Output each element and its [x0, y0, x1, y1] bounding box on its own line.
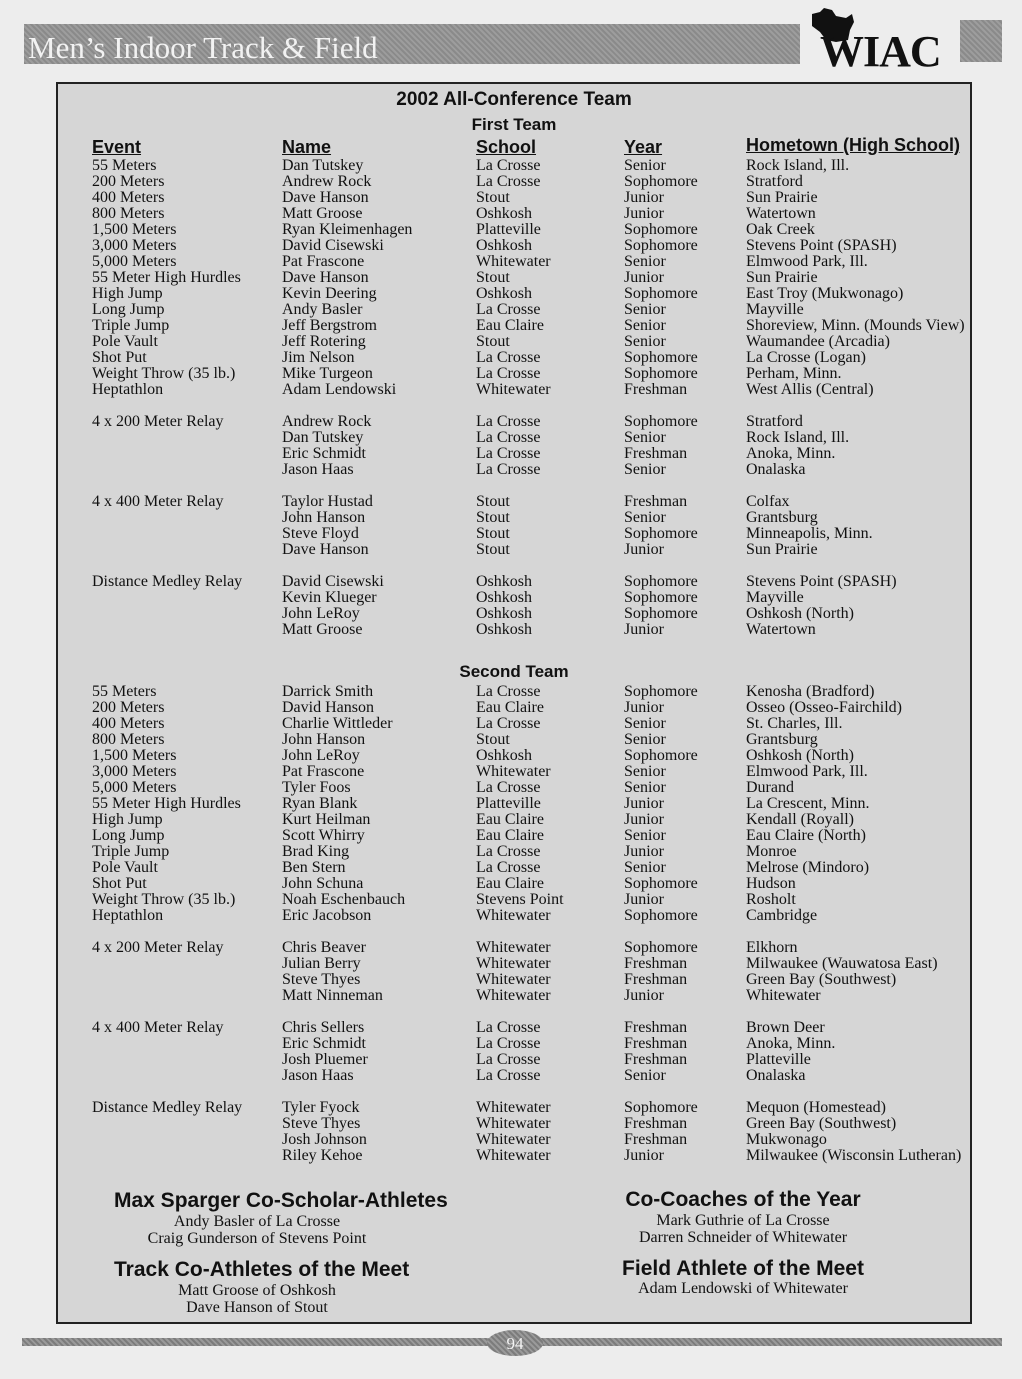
header-banner — [24, 24, 800, 64]
cell-school: La Crosse — [476, 173, 541, 190]
award-title: Max Sparger Co-Scholar-Athletes — [114, 1189, 448, 1212]
cell-hometown: Stevens Point (SPASH) — [746, 237, 897, 254]
cell-name: Dan Tutskey — [282, 157, 364, 174]
cell-year: Junior — [624, 205, 664, 222]
cell-event: 400 Meters — [92, 715, 165, 732]
cell-school: La Crosse — [476, 445, 541, 462]
cell-year: Freshman — [624, 955, 688, 972]
cell-name: Kurt Heilman — [282, 811, 371, 828]
cell-school: Stout — [476, 333, 510, 350]
cell-name: Eric Jacobson — [282, 907, 372, 924]
cell-school: Whitewater — [476, 1115, 551, 1132]
results-panel — [56, 82, 972, 1324]
column-header-name: Name — [282, 137, 332, 157]
cell-name: Adam Lendowski — [282, 381, 397, 398]
cell-name: Dan Tutskey — [282, 429, 364, 446]
cell-school: Whitewater — [476, 1099, 551, 1116]
cell-name: Julian Berry — [282, 955, 361, 972]
cell-school: Oshkosh — [476, 605, 533, 622]
cell-year: Junior — [624, 699, 664, 716]
cell-hometown: Oshkosh (North) — [746, 605, 854, 622]
cell-name: John Schuna — [282, 875, 364, 892]
cell-event: Distance Medley Relay — [92, 1099, 243, 1116]
cell-event: Pole Vault — [92, 333, 158, 350]
cell-hometown: Minneapolis, Minn. — [746, 525, 873, 542]
cell-year: Sophomore — [624, 525, 698, 542]
award-recipient: Craig Gunderson of Stevens Point — [147, 1230, 367, 1247]
cell-school: Eau Claire — [476, 317, 544, 334]
cell-school: La Crosse — [476, 365, 541, 382]
cell-event: 55 Meter High Hurdles — [92, 795, 241, 812]
cell-name: Dave Hanson — [282, 541, 369, 558]
cell-year: Senior — [624, 715, 666, 732]
cell-event: High Jump — [92, 285, 163, 302]
cell-school: Oshkosh — [476, 621, 533, 638]
column-header-event: Event — [92, 137, 142, 157]
cell-name: Steve Thyes — [282, 971, 361, 988]
cell-year: Junior — [624, 811, 664, 828]
cell-event: 1,500 Meters — [92, 221, 177, 238]
cell-year: Junior — [624, 621, 664, 638]
cell-school: La Crosse — [476, 429, 541, 446]
first-team-heading: First Team — [471, 115, 557, 134]
cell-hometown: Grantsburg — [746, 731, 818, 748]
cell-event: Weight Throw (35 lb.) — [92, 365, 236, 382]
cell-school: Oshkosh — [476, 205, 533, 222]
cell-hometown: Rock Island, Ill. — [746, 157, 850, 174]
cell-hometown: Brown Deer — [746, 1019, 825, 1036]
cell-hometown: Hudson — [746, 875, 796, 892]
cell-hometown: Sun Prairie — [746, 269, 818, 286]
cell-school: La Crosse — [476, 683, 541, 700]
cell-hometown: West Allis (Central) — [746, 381, 874, 398]
cell-event: 3,000 Meters — [92, 237, 177, 254]
cell-name: Josh Johnson — [282, 1131, 367, 1148]
cell-school: Oshkosh — [476, 237, 533, 254]
cell-name: Matt Groose — [282, 205, 363, 222]
cell-event: Pole Vault — [92, 859, 158, 876]
cell-year: Freshman — [624, 493, 688, 510]
cell-name: Jim Nelson — [282, 349, 355, 366]
cell-hometown: Osseo (Osseo-Fairchild) — [746, 699, 902, 716]
cell-event: Shot Put — [92, 349, 147, 366]
cell-school: Stout — [476, 269, 510, 286]
cell-event: 3,000 Meters — [92, 763, 177, 780]
cell-year: Sophomore — [624, 237, 698, 254]
cell-school: Whitewater — [476, 763, 551, 780]
cell-school: Whitewater — [476, 955, 551, 972]
cell-year: Junior — [624, 269, 664, 286]
cell-event: 1,500 Meters — [92, 747, 177, 764]
cell-name: David Cisewski — [282, 573, 384, 590]
cell-school: Stout — [476, 525, 510, 542]
cell-name: Tyler Foos — [282, 779, 351, 796]
cell-hometown: St. Charles, Ill. — [746, 715, 843, 732]
cell-name: Kevin Klueger — [282, 589, 377, 606]
cell-event: Long Jump — [92, 301, 165, 318]
award-title: Track Co-Athletes of the Meet — [114, 1258, 410, 1281]
cell-year: Sophomore — [624, 365, 698, 382]
cell-year: Senior — [624, 157, 666, 174]
cell-year: Junior — [624, 189, 664, 206]
cell-school: Stout — [476, 493, 510, 510]
cell-hometown: La Crosse (Logan) — [746, 349, 866, 366]
cell-name: Dave Hanson — [282, 189, 369, 206]
cell-year: Senior — [624, 509, 666, 526]
cell-name: Pat Frascone — [282, 253, 365, 270]
cell-school: La Crosse — [476, 779, 541, 796]
cell-year: Freshman — [624, 445, 688, 462]
cell-school: Eau Claire — [476, 827, 544, 844]
corner-block — [960, 20, 1002, 62]
cell-school: La Crosse — [476, 1035, 541, 1052]
cell-hometown: Mayville — [746, 301, 804, 318]
cell-year: Sophomore — [624, 875, 698, 892]
cell-event: Heptathlon — [92, 907, 164, 924]
page-number: 94 — [506, 1334, 524, 1353]
cell-hometown: Colfax — [746, 493, 790, 510]
banner-title: Men’s Indoor Track & Field — [28, 30, 378, 65]
cell-name: Jason Haas — [282, 1067, 354, 1084]
cell-school: Oshkosh — [476, 573, 533, 590]
cell-name: Jason Haas — [282, 461, 354, 478]
cell-name: Ryan Kleimenhagen — [282, 221, 413, 238]
page-number-badge — [487, 1330, 543, 1356]
cell-hometown: Stratford — [746, 173, 803, 190]
cell-name: David Hanson — [282, 699, 374, 716]
cell-name: John LeRoy — [282, 747, 360, 764]
cell-year: Sophomore — [624, 683, 698, 700]
cell-hometown: Oshkosh (North) — [746, 747, 854, 764]
cell-name: Ryan Blank — [282, 795, 358, 812]
cell-hometown: Anoka, Minn. — [746, 1035, 836, 1052]
cell-hometown: Cambridge — [746, 907, 818, 924]
cell-school: Oshkosh — [476, 285, 533, 302]
cell-hometown: Milwaukee (Wisconsin Lutheran) — [746, 1147, 962, 1164]
cell-year: Junior — [624, 541, 664, 558]
cell-year: Senior — [624, 1067, 666, 1084]
cell-name: John LeRoy — [282, 605, 360, 622]
cell-school: La Crosse — [476, 715, 541, 732]
cell-hometown: East Troy (Mukwonago) — [746, 285, 904, 302]
award-recipient: Mark Guthrie of La Crosse — [656, 1212, 830, 1229]
cell-school: Eau Claire — [476, 875, 544, 892]
cell-hometown: Platteville — [746, 1051, 811, 1068]
cell-hometown: Stevens Point (SPASH) — [746, 573, 897, 590]
cell-hometown: Durand — [746, 779, 794, 796]
cell-hometown: Onalaska — [746, 1067, 806, 1084]
award-recipient: Dave Hanson of Stout — [186, 1299, 328, 1316]
cell-year: Senior — [624, 461, 666, 478]
cell-name: Steve Thyes — [282, 1115, 361, 1132]
cell-school: Whitewater — [476, 971, 551, 988]
cell-hometown: Elmwood Park, Ill. — [746, 763, 868, 780]
cell-event: Triple Jump — [92, 843, 170, 860]
cell-name: Matt Ninneman — [282, 987, 383, 1004]
cell-name: Jeff Bergstrom — [282, 317, 377, 334]
cell-school: Stout — [476, 509, 510, 526]
cell-year: Senior — [624, 301, 666, 318]
award-recipient: Darren Schneider of Whitewater — [638, 1229, 848, 1246]
cell-event: Triple Jump — [92, 317, 170, 334]
cell-name: John Hanson — [282, 731, 366, 748]
cell-name: Jeff Rotering — [282, 333, 366, 350]
cell-school: La Crosse — [476, 859, 541, 876]
cell-school: Platteville — [476, 221, 541, 238]
cell-year: Senior — [624, 827, 666, 844]
cell-hometown: Grantsburg — [746, 509, 818, 526]
cell-hometown: Eau Claire (North) — [746, 827, 866, 844]
cell-hometown: Sun Prairie — [746, 541, 818, 558]
cell-hometown: Mequon (Homestead) — [746, 1099, 886, 1116]
cell-name: Charlie Wittleder — [282, 715, 393, 732]
cell-school: La Crosse — [476, 461, 541, 478]
cell-event: Weight Throw (35 lb.) — [92, 891, 236, 908]
cell-hometown: Milwaukee (Wauwatosa East) — [746, 955, 938, 972]
cell-year: Junior — [624, 1147, 664, 1164]
cell-year: Junior — [624, 795, 664, 812]
cell-event: 4 x 200 Meter Relay — [92, 413, 224, 430]
cell-year: Senior — [624, 763, 666, 780]
cell-name: Riley Kehoe — [282, 1147, 363, 1164]
cell-hometown: Perham, Minn. — [746, 365, 842, 382]
award-title: Field Athlete of the Meet — [622, 1257, 864, 1280]
cell-name: Steve Floyd — [282, 525, 359, 542]
cell-year: Sophomore — [624, 285, 698, 302]
cell-hometown: Sun Prairie — [746, 189, 818, 206]
cell-event: 800 Meters — [92, 205, 165, 222]
cell-school: Stout — [476, 541, 510, 558]
cell-name: Pat Frascone — [282, 763, 365, 780]
cell-school: La Crosse — [476, 157, 541, 174]
cell-school: La Crosse — [476, 1067, 541, 1084]
cell-hometown: Rosholt — [746, 891, 796, 908]
cell-hometown: Watertown — [746, 621, 816, 638]
cell-event: Heptathlon — [92, 381, 164, 398]
cell-school: Whitewater — [476, 1147, 551, 1164]
cell-hometown: Mukwonago — [746, 1131, 827, 1148]
cell-year: Freshman — [624, 1019, 688, 1036]
cell-hometown: Stratford — [746, 413, 803, 430]
cell-year: Senior — [624, 429, 666, 446]
cell-school: La Crosse — [476, 1051, 541, 1068]
cell-year: Freshman — [624, 1035, 688, 1052]
cell-school: Oshkosh — [476, 589, 533, 606]
cell-name: Ben Stern — [282, 859, 346, 876]
cell-year: Junior — [624, 891, 664, 908]
cell-event: Distance Medley Relay — [92, 573, 243, 590]
column-header-hometown: Hometown (High School) — [746, 135, 960, 155]
cell-event: 800 Meters — [92, 731, 165, 748]
cell-event: 4 x 400 Meter Relay — [92, 493, 224, 510]
cell-hometown: Whitewater — [746, 987, 821, 1004]
award-recipient: Andy Basler of La Crosse — [173, 1213, 341, 1230]
cell-year: Sophomore — [624, 939, 698, 956]
cell-year: Senior — [624, 859, 666, 876]
cell-name: Dave Hanson — [282, 269, 369, 286]
cell-hometown: Shoreview, Minn. (Mounds View) — [746, 317, 965, 334]
cell-year: Sophomore — [624, 221, 698, 238]
cell-year: Senior — [624, 779, 666, 796]
cell-year: Sophomore — [624, 589, 698, 606]
cell-name: Chris Sellers — [282, 1019, 365, 1036]
cell-school: Eau Claire — [476, 699, 544, 716]
cell-year: Senior — [624, 317, 666, 334]
cell-name: Taylor Hustad — [282, 493, 373, 510]
cell-year: Freshman — [624, 1131, 688, 1148]
cell-year: Freshman — [624, 1115, 688, 1132]
cell-name: David Cisewski — [282, 237, 384, 254]
award-recipient: Matt Groose of Oshkosh — [178, 1282, 336, 1299]
cell-school: Platteville — [476, 795, 541, 812]
cell-year: Sophomore — [624, 349, 698, 366]
cell-year: Sophomore — [624, 173, 698, 190]
cell-year: Senior — [624, 253, 666, 270]
cell-event: 4 x 200 Meter Relay — [92, 939, 224, 956]
cell-year: Freshman — [624, 971, 688, 988]
cell-name: Darrick Smith — [282, 683, 374, 700]
cell-hometown: Waumandee (Arcadia) — [746, 333, 890, 350]
cell-year: Sophomore — [624, 907, 698, 924]
cell-school: La Crosse — [476, 349, 541, 366]
cell-school: Whitewater — [476, 939, 551, 956]
cell-year: Senior — [624, 333, 666, 350]
cell-hometown: Oak Creek — [746, 221, 815, 238]
cell-event: 5,000 Meters — [92, 253, 177, 270]
cell-name: Brad King — [282, 843, 350, 860]
cell-name: Eric Schmidt — [282, 1035, 366, 1052]
cell-school: Whitewater — [476, 907, 551, 924]
cell-year: Sophomore — [624, 413, 698, 430]
cell-name: Noah Eschenbauch — [282, 891, 406, 908]
cell-hometown: Elmwood Park, Ill. — [746, 253, 868, 270]
cell-school: Stout — [476, 731, 510, 748]
page-title: 2002 All-Conference Team — [396, 89, 632, 110]
cell-school: Whitewater — [476, 253, 551, 270]
cell-school: La Crosse — [476, 843, 541, 860]
cell-event: Shot Put — [92, 875, 147, 892]
cell-year: Freshman — [624, 381, 688, 398]
cell-event: 4 x 400 Meter Relay — [92, 1019, 224, 1036]
cell-hometown: Kendall (Royall) — [746, 811, 854, 828]
cell-name: Scott Whirry — [282, 827, 365, 844]
cell-school: Oshkosh — [476, 747, 533, 764]
cell-hometown: Monroe — [746, 843, 797, 860]
cell-event: 200 Meters — [92, 699, 165, 716]
cell-hometown: Melrose (Mindoro) — [746, 859, 870, 876]
cell-year: Junior — [624, 987, 664, 1004]
cell-name: Andrew Rock — [282, 413, 372, 430]
cell-year: Sophomore — [624, 1099, 698, 1116]
cell-year: Sophomore — [624, 747, 698, 764]
cell-school: Eau Claire — [476, 811, 544, 828]
cell-school: Whitewater — [476, 381, 551, 398]
cell-name: Kevin Deering — [282, 285, 377, 302]
cell-name: Chris Beaver — [282, 939, 366, 956]
cell-school: La Crosse — [476, 301, 541, 318]
cell-name: Andrew Rock — [282, 173, 372, 190]
cell-name: Eric Schmidt — [282, 445, 366, 462]
cell-name: Mike Turgeon — [282, 365, 373, 382]
cell-hometown: Rock Island, Ill. — [746, 429, 850, 446]
cell-school: Stevens Point — [476, 891, 564, 908]
cell-hometown: Watertown — [746, 205, 816, 222]
cell-school: Whitewater — [476, 1131, 551, 1148]
logo-text: WIAC — [820, 27, 941, 76]
cell-event: Long Jump — [92, 827, 165, 844]
cell-event: 400 Meters — [92, 189, 165, 206]
cell-year: Sophomore — [624, 605, 698, 622]
cell-event: High Jump — [92, 811, 163, 828]
cell-event: 55 Meter High Hurdles — [92, 269, 241, 286]
cell-hometown: Green Bay (Southwest) — [746, 971, 897, 988]
cell-event: 55 Meters — [92, 157, 157, 174]
cell-school: Whitewater — [476, 987, 551, 1004]
cell-name: Josh Pluemer — [282, 1051, 368, 1068]
cell-hometown: La Crescent, Minn. — [746, 795, 870, 812]
wiac-logo — [806, 6, 956, 76]
cell-hometown: Elkhorn — [746, 939, 798, 956]
cell-year: Senior — [624, 731, 666, 748]
cell-year: Junior — [624, 843, 664, 860]
cell-hometown: Onalaska — [746, 461, 806, 478]
cell-name: Matt Groose — [282, 621, 363, 638]
award-recipient: Adam Lendowski of Whitewater — [638, 1280, 848, 1297]
cell-name: John Hanson — [282, 509, 366, 526]
column-header-year: Year — [624, 137, 663, 157]
second-team-heading: Second Team — [459, 662, 569, 681]
award-title: Co-Coaches of the Year — [625, 1188, 861, 1211]
column-header-school: School — [476, 137, 537, 157]
cell-year: Freshman — [624, 1051, 688, 1068]
cell-event: 55 Meters — [92, 683, 157, 700]
cell-name: Andy Basler — [282, 301, 363, 318]
cell-school: Stout — [476, 189, 510, 206]
cell-school: La Crosse — [476, 1019, 541, 1036]
cell-year: Sophomore — [624, 573, 698, 590]
cell-event: 200 Meters — [92, 173, 165, 190]
cell-hometown: Green Bay (Southwest) — [746, 1115, 897, 1132]
cell-school: La Crosse — [476, 413, 541, 430]
cell-hometown: Mayville — [746, 589, 804, 606]
cell-event: 5,000 Meters — [92, 779, 177, 796]
cell-hometown: Anoka, Minn. — [746, 445, 836, 462]
cell-name: Tyler Fyock — [282, 1099, 360, 1116]
cell-hometown: Kenosha (Bradford) — [746, 683, 875, 700]
